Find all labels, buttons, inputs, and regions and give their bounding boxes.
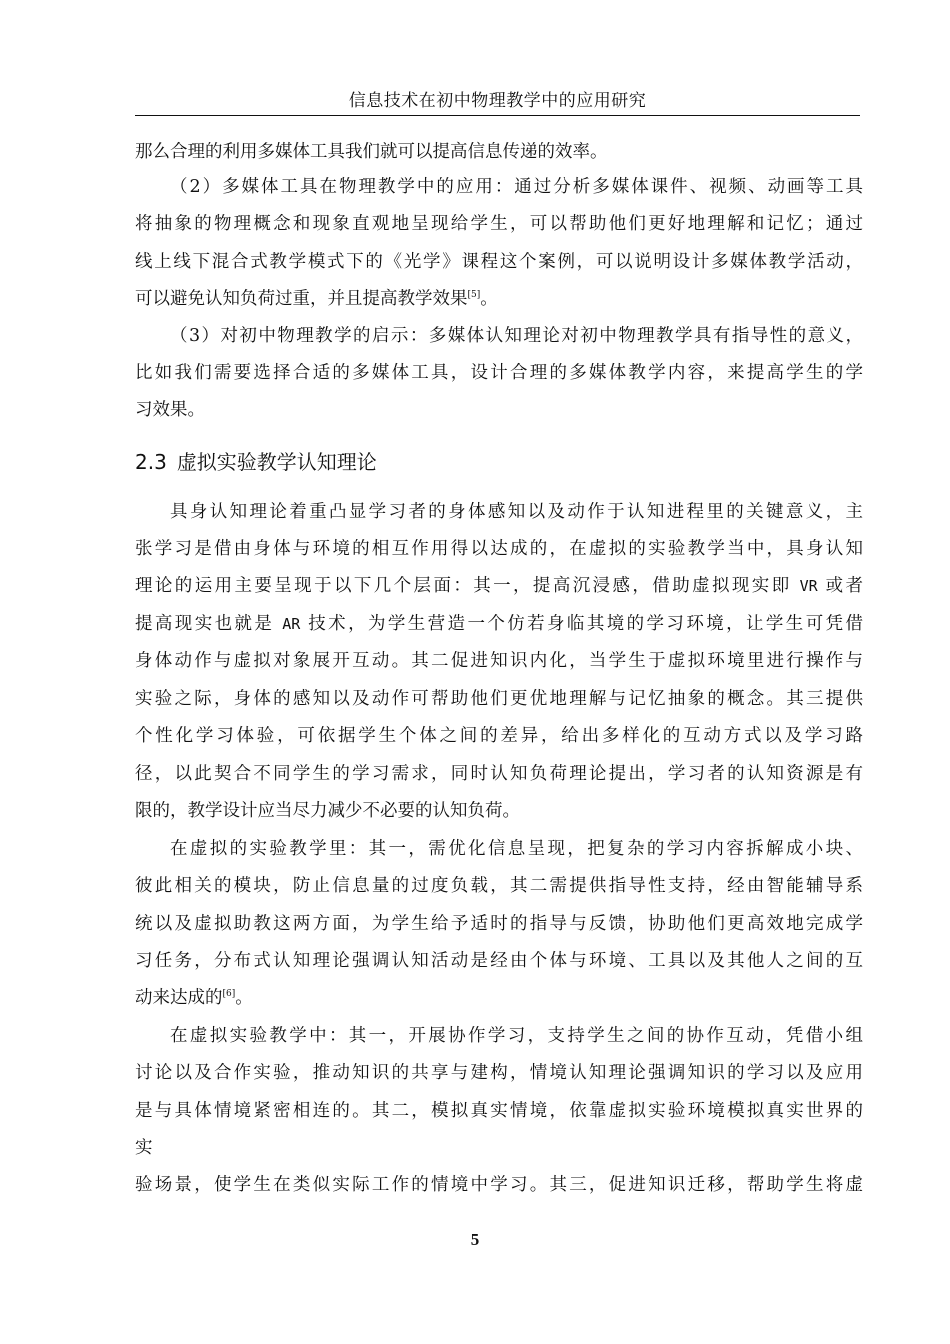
paragraph-line: 线上线下混合式教学模式下的《光学》课程这个案例，可以说明设计多媒体教学活动， [135, 252, 863, 272]
paragraph-line: 实验之际，身体的感知以及动作可帮助他们更优地理解与记忆抽象的概念。其三提供 [135, 689, 863, 709]
paragraph-line: 实 [135, 1138, 153, 1158]
paragraph-line [135, 287, 863, 311]
paragraph-line: 在虚拟实验教学中：其一，开展协作学习，支持学生之间的协作互动，凭借小组 [170, 1026, 863, 1046]
paragraph-line: 彼此相关的模块，防止信息量的过度负载，其二需提供指导性支持，经由智能辅导系 [135, 876, 863, 896]
paragraph-line: （2）多媒体工具在物理教学中的应用：通过分析多媒体课件、视频、动画等工具 [170, 177, 863, 197]
paragraph-line: 统以及虚拟助教这两方面，为学生给予适时的指导与反馈，协助他们更高效地完成学 [135, 914, 863, 934]
line-text: 或者 [825, 576, 863, 596]
paragraph-line [135, 574, 863, 598]
running-header-title: 信息技术在初中物理教学中的应用研究 [348, 91, 647, 111]
line-text: 提高现实也就是 [135, 614, 275, 634]
paragraph-line: 张学习是借由身体与环境的相互作用得以达成的，在虚拟的实验教学当中，具身认知 [135, 539, 863, 559]
paragraph-line: 个性化学习体验，可依据学生个体之间的差异，给出多样化的互动方式以及学习路 [135, 726, 863, 746]
line-text: 。 [235, 988, 253, 1008]
paragraph-line: 讨论以及合作实验，推动知识的共享与建构，情境认知理论强调知识的学习以及应用 [135, 1063, 863, 1083]
paragraph-line: 那么合理的利用多媒体工具我们就可以提高信息传递的效率。 [135, 142, 608, 162]
paragraph-line: 具身认知理论着重凸显学习者的身体感知以及动作于认知进程里的关键意义，主 [170, 502, 863, 522]
paragraph-line: 将抽象的物理概念和现象直观地呈现给学生，可以帮助他们更好地理解和记忆；通过 [135, 214, 863, 234]
paragraph-line: 在虚拟的实验教学里：其一，需优化信息呈现，把复杂的学习内容拆解成小块、 [170, 839, 863, 859]
term-vr: VR [799, 577, 818, 595]
paragraph-line: 限的，教学设计应当尽力减少不必要的认知负荷。 [135, 801, 520, 821]
paragraph-line [135, 612, 863, 636]
citation-ref[interactable]: [5] [467, 290, 481, 300]
section-heading [135, 449, 377, 475]
paragraph-line: 验场景，使学生在类似实际工作的情境中学习。其三，促进知识迁移，帮助学生将虚 [135, 1175, 863, 1195]
line-text: 。 [480, 289, 498, 309]
line-text: 技术，为学生营造一个仿若身临其境的学习环境，让学生可凭借 [308, 614, 863, 634]
paragraph-line: （3）对初中物理教学的启示：多媒体认知理论对初中物理教学具有指导性的意义， [170, 326, 863, 346]
line-text: 可以避免认知负荷过重，并且提高教学效果 [135, 289, 468, 309]
paragraph-line: 习效果。 [135, 400, 205, 420]
header-rule [135, 115, 860, 116]
section-title: 虚拟实验教学认知理论 [176, 450, 377, 474]
citation-ref[interactable]: [6] [222, 989, 236, 999]
line-text: 理论的运用主要呈现于以下几个层面：其一，提高沉浸感，借助虚拟现实即 [135, 576, 792, 596]
paragraph-line: 比如我们需要选择合适的多媒体工具，设计合理的多媒体教学内容，来提高学生的学 [135, 363, 863, 383]
page-number: 5 [470, 1230, 480, 1249]
line-text: 动来达成的 [135, 988, 223, 1008]
term-ar: AR [282, 615, 301, 633]
paragraph-line [135, 986, 863, 1010]
paragraph-line: 是与具体情境紧密相连的。其二，模拟真实情境，依靠虚拟实验环境模拟真实世界的 [135, 1101, 863, 1121]
paragraph-line: 习任务，分布式认知理论强调认知活动是经由个体与环境、工具以及其他人之间的互 [135, 951, 863, 971]
paragraph-line: 身体动作与虚拟对象展开互动。其二促进知识内化，当学生于虚拟环境里进行操作与 [135, 651, 863, 671]
section-number: 2.3 [135, 450, 167, 474]
paragraph-line: 径，以此契合不同学生的学习需求，同时认知负荷理论提出，学习者的认知资源是有 [135, 764, 863, 784]
